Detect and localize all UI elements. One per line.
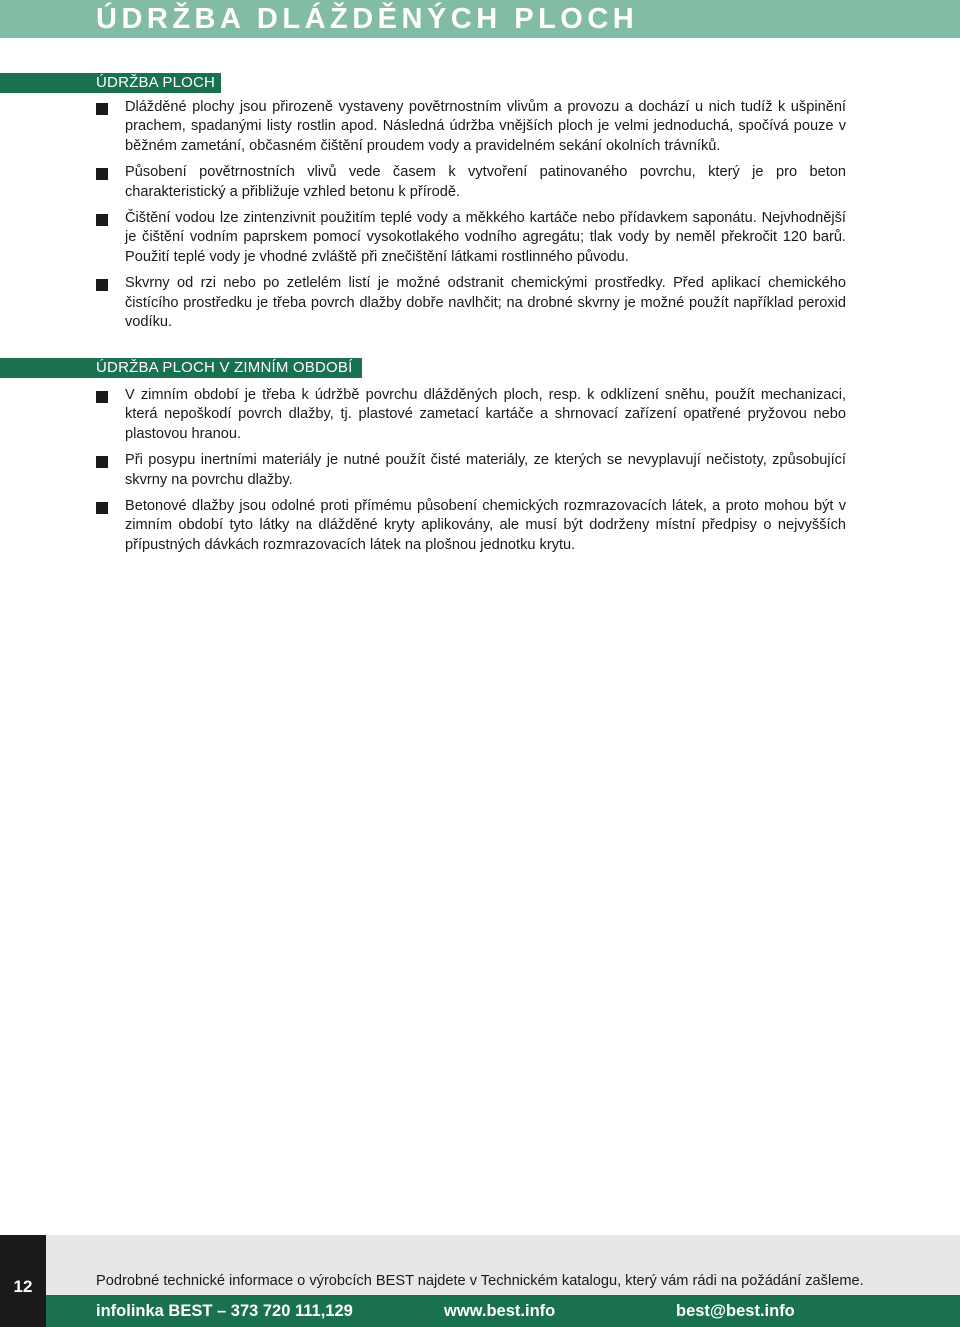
hotline-text: infolinka BEST – 373 720 111,129 xyxy=(96,1302,353,1320)
section-heading-bar xyxy=(0,73,221,93)
square-bullet-icon xyxy=(96,103,108,115)
list-item xyxy=(96,163,846,202)
page-number-tab xyxy=(0,1235,46,1327)
bullet-list xyxy=(96,98,846,339)
website-link[interactable]: www.best.info xyxy=(444,1302,556,1320)
square-bullet-icon xyxy=(96,456,108,468)
section-heading-bar xyxy=(0,358,362,378)
list-item-text: Dlážděné plochy jsou přirozeně vystaveny povětrnostním vlivům a provozu a dochází u nich tudíž k ušpinění prachem, spadanými listy rostlin apod. Následná údržba vnějších ploch je velmi jednoduchá, spočívá pouze v běžném zametání, občasném čištění proudem vody a pravidelném sekání okolních trávníků. xyxy=(125,99,846,154)
square-bullet-icon xyxy=(96,214,108,226)
bullet-list xyxy=(96,386,846,562)
page-title: ÚDRŽBA DLÁŽDĚNÝCH PLOCH xyxy=(96,3,639,35)
list-item-text: Působení povětrnostních vlivů vede časem k vytvoření patinovaného povrchu, který je pro beton charakteristický a přibližuje vzhled betonu k přírodě. xyxy=(125,164,846,200)
list-item-text: Skvrny od rzi nebo po zetlelém listí je možné odstranit chemickými prostředky. Před aplikací chemického čistícího prostředku je třeba povrch dlažby dobře navlhčit; na drobné skvrny je možné použít například peroxid vodíku. xyxy=(125,275,846,331)
footer-note: Podrobné technické informace o výrobcích BEST najdete v Technickém katalogu, který vám rádi na požádání zašleme. xyxy=(96,1273,864,1289)
section-heading: ÚDRŽBA PLOCH xyxy=(96,74,216,91)
footer-contact-bar xyxy=(46,1295,960,1327)
page-header-banner xyxy=(0,0,960,38)
square-bullet-icon xyxy=(96,168,108,180)
email-link[interactable]: best@best.info xyxy=(676,1302,795,1320)
list-item-text: V zimním období je třeba k údržbě povrchu dlážděných ploch, resp. k odklízení sněhu, použít mechanizaci, která nepoškodí povrch dlažby, tj. plastové zametací kartáče a shrnovací zařízení opatřené pryžovou nebo plastovou hranou. xyxy=(125,387,846,442)
square-bullet-icon xyxy=(96,502,108,514)
list-item xyxy=(96,497,846,555)
page-number: 12 xyxy=(13,1277,33,1296)
square-bullet-icon xyxy=(96,279,108,291)
list-item-text: Betonové dlažby jsou odolné proti přímému působení chemických rozmrazovacích látek, a proto mohou být v zimním období tyto látky na dlážděné kryty aplikovány, ale musí být dodrženy místní předpisy o nejvyšších přípustných dávkách rozmrazovacích látek na plošnou jednotku krytu. xyxy=(125,498,846,553)
list-item xyxy=(96,209,846,267)
square-bullet-icon xyxy=(96,391,108,403)
list-item xyxy=(96,386,846,444)
section-heading: ÚDRŽBA PLOCH V ZIMNÍM OBDOBÍ xyxy=(96,359,353,376)
list-item-text: Čištění vodou lze zintenzivnit použitím teplé vody a měkkého kartáče nebo přídavkem saponátu. Nejvhodnější je čištění vodním paprskem pomocí vysokotlakého vodního agregátu; tlak vody by neměl překročit 120 barů. Použití teplé vody je vhodné zvláště při znečištění látkami rostlinného původu. xyxy=(125,210,846,265)
list-item-text: Při posypu inertními materiály je nutné použít čisté materiály, ze kterých se nevyplavují nečistoty, způsobující skvrny na povrchu dlažby. xyxy=(125,452,846,488)
list-item xyxy=(96,451,846,490)
list-item xyxy=(96,274,846,332)
list-item xyxy=(96,98,846,156)
